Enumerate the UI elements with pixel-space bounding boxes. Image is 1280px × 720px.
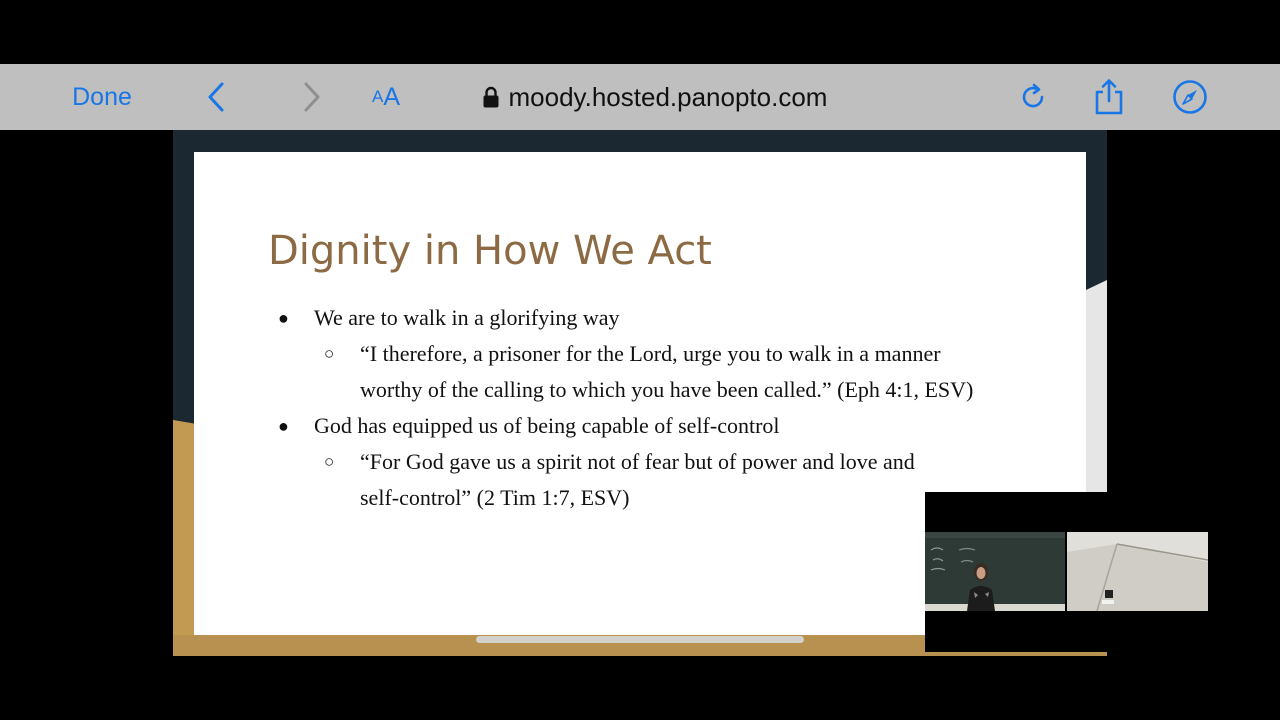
reload-button[interactable] <box>1012 64 1054 130</box>
lecturer-video-image <box>925 532 1065 611</box>
url-text: moody.hosted.panopto.com <box>508 81 828 112</box>
sub-bullet-text: “I therefore, a prisoner for the Lord, urge you to walk in a manner <box>360 341 941 366</box>
bullet-dot-icon: ● <box>278 416 289 436</box>
sub-bullet-item <box>268 444 1068 480</box>
bullet-circle-icon: ○ <box>324 452 335 471</box>
text-size-small-label: A <box>371 87 384 106</box>
slide-title: Dignity in How We Act <box>268 228 712 274</box>
forward-button[interactable] <box>292 64 332 130</box>
browser-toolbar <box>0 64 1280 130</box>
bullet-circle-icon: ○ <box>324 344 335 363</box>
address-bar[interactable] <box>460 64 850 130</box>
sub-bullet-item <box>268 336 1068 372</box>
sub-bullet-text: worthy of the calling to which you have been called.” (Eph 4:1, ESV) <box>360 377 974 402</box>
text-size-big-label: A <box>383 82 401 111</box>
lecturer-camera-feed <box>925 532 1065 611</box>
bullet-dot-icon: ● <box>278 308 289 328</box>
bullet-text: We are to walk in a glorifying way <box>314 305 620 330</box>
lock-icon <box>483 86 499 108</box>
text-size-button[interactable] <box>362 64 410 130</box>
chevron-left-icon <box>205 81 227 113</box>
share-icon <box>1092 78 1126 116</box>
chevron-right-icon <box>301 81 323 113</box>
bullet-text: God has equipped us of being capable of self-control <box>314 413 780 438</box>
slide-bullet-list <box>268 300 1068 516</box>
share-button[interactable] <box>1088 64 1130 130</box>
sub-bullet-continuation <box>268 372 1068 408</box>
bullet-item <box>268 408 1068 444</box>
compass-icon <box>1172 79 1208 115</box>
reload-icon <box>1018 82 1048 112</box>
compass-button[interactable] <box>1168 64 1212 130</box>
sub-bullet-text: “For God gave us a spirit not of fear but of power and love and <box>360 449 915 474</box>
room-video-image <box>1067 532 1208 611</box>
video-scrub-bar[interactable] <box>476 636 804 643</box>
bullet-item <box>268 300 1068 336</box>
sub-bullet-text: self-control” (2 Tim 1:7, ESV) <box>360 485 630 510</box>
done-button[interactable]: Done <box>72 82 132 111</box>
camera-picture-in-picture[interactable] <box>925 492 1208 652</box>
room-camera-feed <box>1067 532 1208 611</box>
back-button[interactable] <box>196 64 236 130</box>
